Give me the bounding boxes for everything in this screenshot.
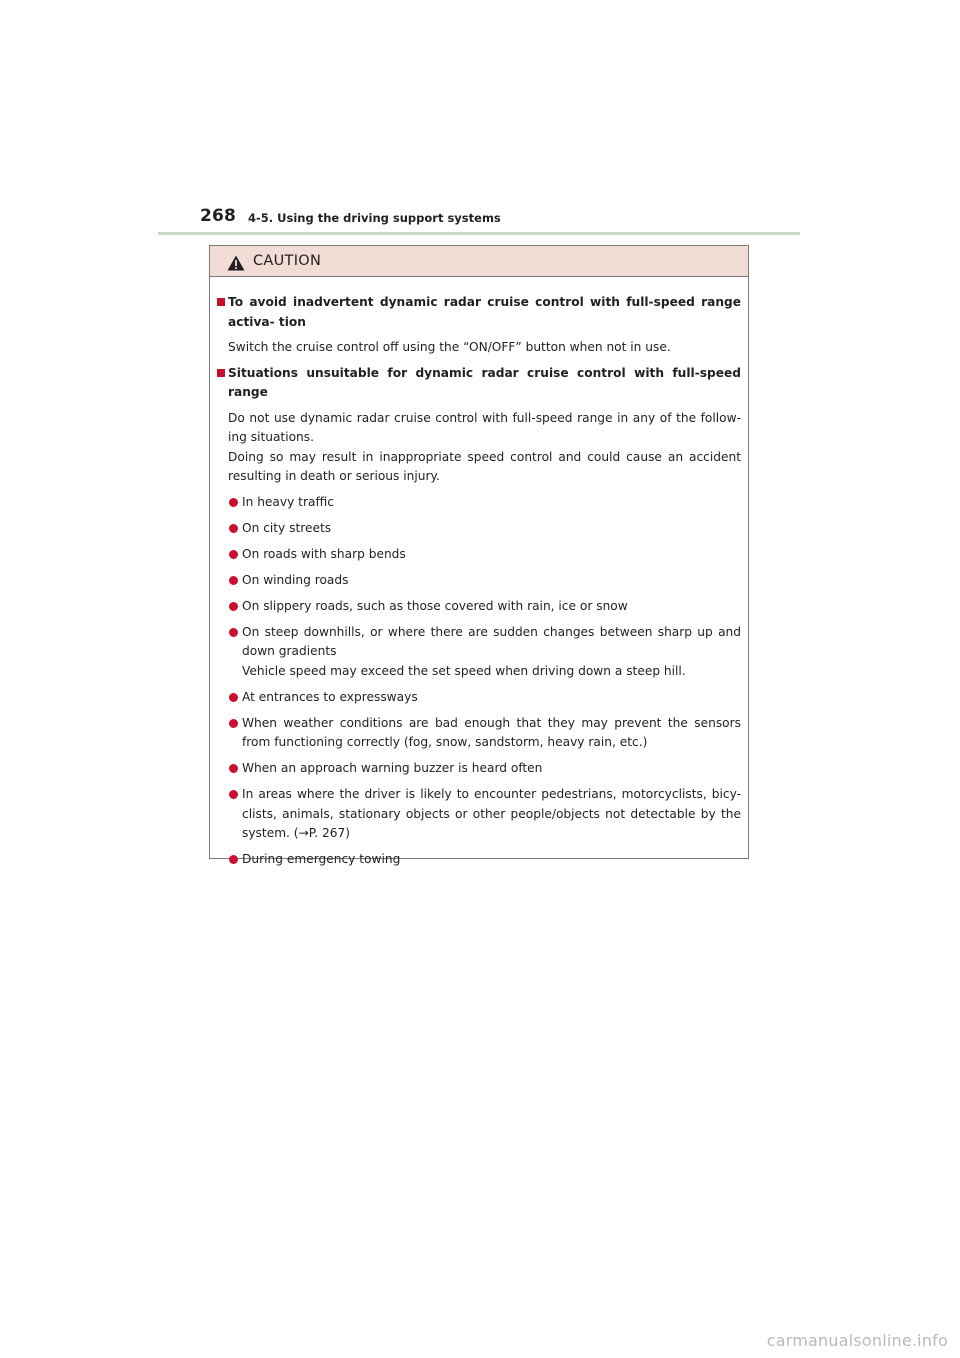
round-bullet-icon — [229, 524, 238, 533]
round-bullet-icon — [229, 628, 238, 637]
paragraph: Doing so may result in inappropriate speed control and could cause an accident resulting in death or serious injury. — [228, 449, 741, 483]
round-bullet-icon — [229, 764, 238, 773]
page-header — [158, 200, 800, 230]
square-bullet-icon — [217, 298, 225, 306]
paragraph: Switch the cruise control off using the “ON/OFF” button when not in use. — [228, 340, 671, 354]
list-item — [217, 597, 741, 617]
round-bullet-icon — [229, 693, 238, 702]
list-item — [217, 571, 741, 591]
paragraph: Do not use dynamic radar cruise control with full-speed range in any of the follow- ing situations. — [228, 410, 741, 444]
round-bullet-icon — [229, 576, 238, 585]
list-item — [217, 688, 741, 708]
section-heading — [217, 293, 741, 332]
round-bullet-icon — [229, 719, 238, 728]
caution-header — [210, 246, 748, 277]
list-item — [217, 493, 741, 513]
round-bullet-icon — [229, 550, 238, 559]
caution-box — [209, 245, 749, 866]
list-item-text: In heavy traffic — [242, 494, 334, 509]
list-item-note: Vehicle speed may exceed the set speed when driving down a steep hill. — [242, 663, 686, 678]
section-title: 4-5. Using the driving support systems — [248, 211, 501, 225]
round-bullet-icon — [229, 498, 238, 507]
list-item — [217, 759, 741, 779]
round-bullet-icon — [229, 790, 238, 799]
list-item-text: On winding roads — [242, 572, 349, 587]
list-item-text: When an approach warning buzzer is heard often — [242, 761, 543, 775]
list-item — [217, 785, 741, 844]
header-rule — [158, 232, 800, 235]
list-item-text: During emergency towing — [242, 852, 401, 866]
list-item — [217, 545, 741, 565]
list-item-text: In areas where the driver is likely to encounter pedestrians, motorcyclists, bicy- clists, animals, stationary objects or other people/objects not detectable by the system. (→P. 267) — [242, 787, 741, 840]
section-heading-text: Situations unsuitable for dynamic radar cruise control with full-speed range — [228, 365, 741, 399]
watermark: carmanualsonline.info — [766, 1331, 948, 1350]
list-item-text: At entrances to expressways — [242, 689, 418, 704]
page-number: 268 — [200, 206, 237, 226]
list-item — [217, 519, 741, 539]
list-item-text: When weather conditions are bad enough that they may prevent the sensors from functioning correctly (fog, snow, sandstorm, heavy rain, etc.) — [242, 715, 741, 749]
list-item-text: On roads with sharp bends — [242, 546, 406, 561]
section-heading-text: To avoid inadvertent dynamic radar cruise control with full-speed range activa- tion — [228, 295, 741, 329]
section-heading — [217, 364, 741, 403]
list-item-text: On slippery roads, such as those covered with rain, ice or snow — [242, 598, 628, 613]
round-bullet-icon — [229, 602, 238, 611]
caution-title: CAUTION — [253, 253, 322, 269]
list-item — [217, 714, 741, 753]
list-item-text: On steep downhills, or where there are sudden changes between sharp up and down gradients — [242, 624, 741, 658]
list-item — [217, 623, 741, 682]
warning-triangle-icon — [227, 255, 245, 271]
list-item — [217, 850, 741, 870]
square-bullet-icon — [217, 369, 225, 377]
round-bullet-icon — [229, 855, 238, 864]
caution-body — [210, 277, 748, 870]
list-item-text: On city streets — [242, 520, 332, 535]
